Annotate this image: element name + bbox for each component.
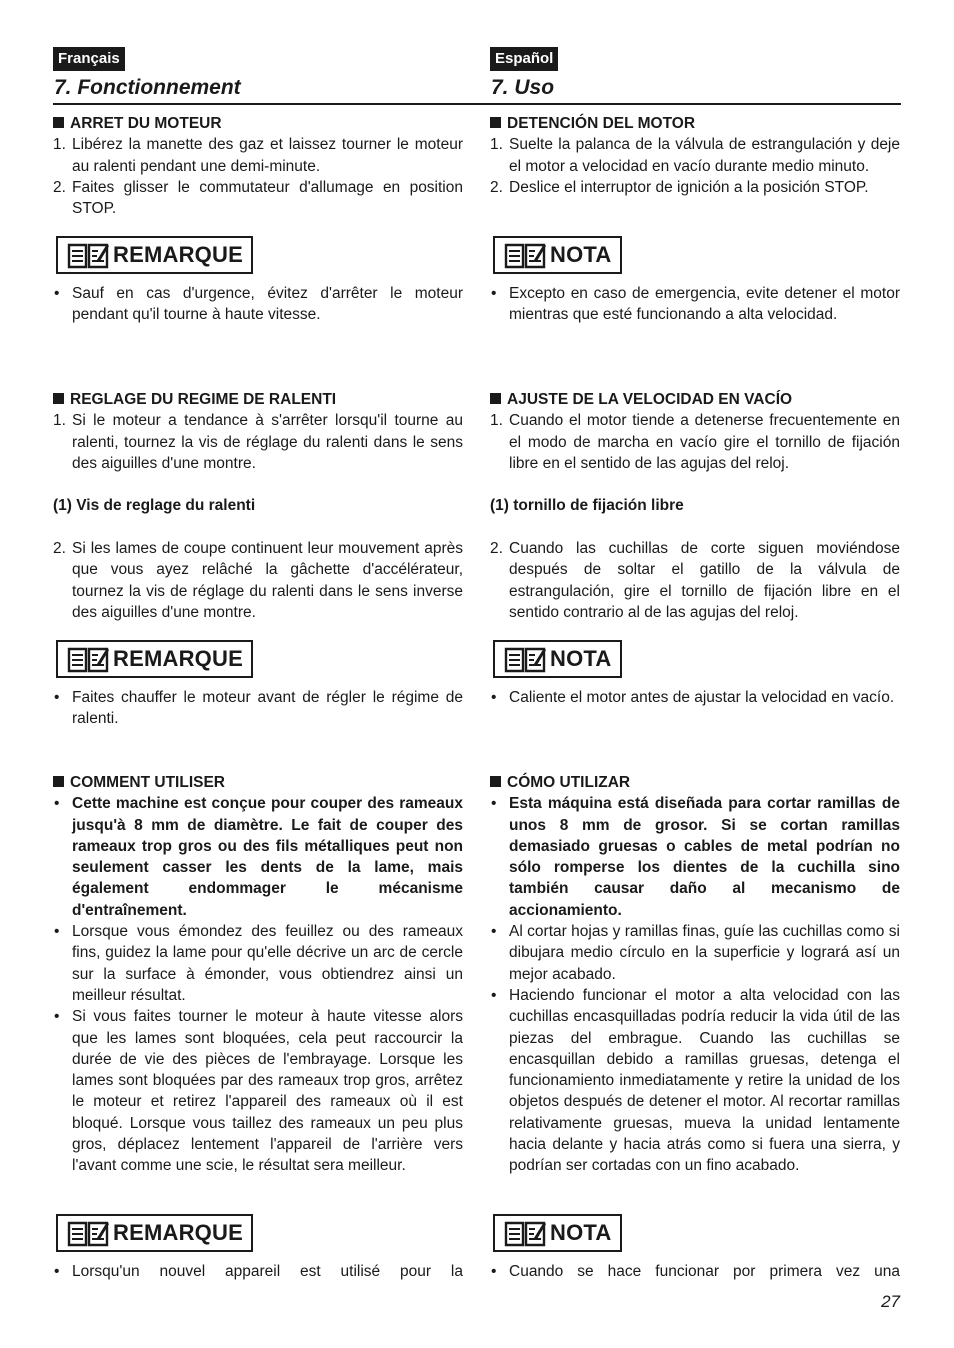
note-box [493, 640, 622, 678]
list-item: 2. Cuando las cuchillas de corte siguen moviéndose después de soltar el gatillo de la válvula de estrangulación, gire el tornillo de fijación libre en el sentido contrario al de las agujas del reloj. [490, 540, 900, 621]
list-item: 1. Cuando el motor tiende a detenerse frecuentemente en el modo de marcha en vacío gire el tornillo de fijación libre en el sentido de las agujas del reloj. [490, 412, 900, 472]
square-bullet-icon [53, 117, 64, 128]
book-note-icon [67, 241, 109, 269]
note-label: REMARQUE [113, 242, 243, 267]
square-bullet-icon [490, 393, 501, 404]
list-item: • Si vous faites tourner le moteur à haute vitesse alors que les lames sont bloquées, cela peut raccourcir la durée de vie des pièces de l'embrayage. Lorsque les lames sont bloquées par des rameaux trop gros, arrêtez le moteur et retirez l'appareil des rameaux où il est bloqué. Lorsque vous taillez des rameaux un peu plus gros, déplacez lentement l'appareil de l'arrière vers l'avant comme une scie, le résultat sera meilleur. [54, 1008, 463, 1175]
section-heading: COMMENT UTILISER [53, 772, 463, 793]
page-number: 27 [881, 1292, 900, 1311]
language-tag-french: Français [53, 47, 125, 71]
idle-step-2 [53, 538, 463, 623]
list-item: • Esta máquina está diseñada para cortar ramillas de unos 8 mm de grosor. Si se cortan ramillas demasiado gruesas o cables de metal podrían no sólo romperse los dientes de la cuchilla sino también causar daño al mecanismo de accionamiento. [491, 795, 900, 919]
book-note-icon [504, 1219, 546, 1247]
column-french [53, 0, 463, 1348]
note-text: • Lorsqu'un nouvel appareil est utilisé pour la [54, 1263, 463, 1280]
section-heading: CÓMO UTILIZAR [490, 772, 900, 793]
section-heading: DETENCIÓN DEL MOTOR [490, 113, 900, 134]
note-label: NOTA [550, 1220, 612, 1245]
column-spanish [490, 0, 900, 1348]
list-item: 1. Suelte la palanca de la válvula de estrangulación y deje el motor a velocidad en vacío durante medio minuto. [490, 136, 900, 175]
list-item: • Haciendo funcionar el motor a alta velocidad con las cuchillas encasquilladas podría reducir la vida útil de las piezas del embrague. Cuando las cuchillas se encasquillan debido a ramillas gruesas, detenga el funcionamiento inmediatamente y retire la unidad de los objetos después de detener el motor. Al recortar ramillas relativamente gruesas, mueva la unidad lentamente hacia delante y hacia atrás como si fuera una sierra, y podrían ser cortadas con un fino acabado. [491, 986, 900, 1175]
note-box [493, 1214, 622, 1252]
list-item: 1. Libérez la manette des gaz et laissez tourner le moteur au ralenti pendant une demi-minute. [53, 136, 463, 175]
list-item: • Cette machine est conçue pour couper des rameaux jusqu'à 8 mm de diamètre. Le fait de couper des rameaux trop gros ou des fils métalliques peut non seulement casser les dents de la lame, mais également endommager le mécanisme d'entraînement. [54, 795, 463, 919]
list-item: • Lorsque vous émondez des feuillez ou des rameaux fins, guidez la lame pour qu'elle décrive un arc de cercle sur la surface à émonder, vous obtiendrez ainsi un meilleur résultat. [54, 923, 463, 1004]
language-tag-spanish: Español [490, 47, 558, 71]
square-bullet-icon [490, 117, 501, 128]
idle-adjust-section [53, 389, 463, 474]
square-bullet-icon [53, 776, 64, 787]
figure-caption: (1) tornillo de fijación libre [490, 497, 684, 514]
note-text: • Caliente el motor antes de ajustar la velocidad en vacío. [491, 689, 895, 706]
stop-engine-section [490, 113, 900, 198]
note-label: REMARQUE [113, 646, 243, 671]
list-item: 1. Si le moteur a tendance à s'arrêter lorsqu'il tourne au ralenti, tournez la vis de réglage du ralenti dans le sens des aiguilles d'une montre. [53, 412, 463, 472]
book-note-icon [504, 241, 546, 269]
idle-step-2 [490, 538, 900, 623]
figure-caption: (1) Vis de reglage du ralenti [53, 497, 256, 514]
idle-adjust-section [490, 389, 900, 474]
square-bullet-icon [490, 776, 501, 787]
note-box [56, 1214, 253, 1252]
note-text: • Excepto en caso de emergencia, evite detener el motor mientras que esté funcionando a alta velocidad. [491, 285, 900, 324]
book-note-icon [67, 645, 109, 673]
note-label: REMARQUE [113, 1220, 243, 1245]
note-text: • Cuando se hace funcionar por primera vez una [491, 1263, 900, 1280]
how-to-use-section [53, 772, 463, 1177]
list-item: 2. Faites glisser le commutateur d'allumage en position STOP. [53, 178, 463, 218]
list-item: • Al cortar hojas y ramillas finas, guíe las cuchillas como si dibujara medio círculo en la superficie y logrará así un mejor acabado. [491, 923, 900, 983]
stop-engine-section [53, 113, 463, 219]
how-to-use-section [490, 772, 900, 1177]
book-note-icon [504, 645, 546, 673]
section-heading: REGLAGE DU REGIME DE RALENTI [53, 389, 463, 410]
section-title-french: 7. Fonctionnement [54, 76, 241, 99]
list-item: 2. Si les lames de coupe continuent leur mouvement après que vous ayez relâché la gâchette d'accélérateur, tournez la vis de réglage du ralenti dans le sens inverse des aiguilles d'une montre. [53, 540, 463, 621]
section-title-spanish: 7. Uso [491, 76, 555, 99]
note-box [56, 236, 253, 274]
list-item: 2. Deslice el interruptor de ignición a la posición STOP. [490, 178, 869, 196]
section-heading: AJUSTE DE LA VELOCIDAD EN VACÍO [490, 389, 900, 410]
section-heading: ARRET DU MOTEUR [53, 113, 463, 134]
note-box [56, 640, 253, 678]
note-text: • Sauf en cas d'urgence, évitez d'arrêter le moteur pendant qu'il tourne à haute vitesse. [54, 285, 463, 324]
note-text: • Faites chauffer le moteur avant de régler le régime de ralenti. [54, 689, 463, 728]
square-bullet-icon [53, 393, 64, 404]
book-note-icon [67, 1219, 109, 1247]
note-box [493, 236, 622, 274]
note-label: NOTA [550, 646, 612, 671]
note-label: NOTA [550, 242, 612, 267]
